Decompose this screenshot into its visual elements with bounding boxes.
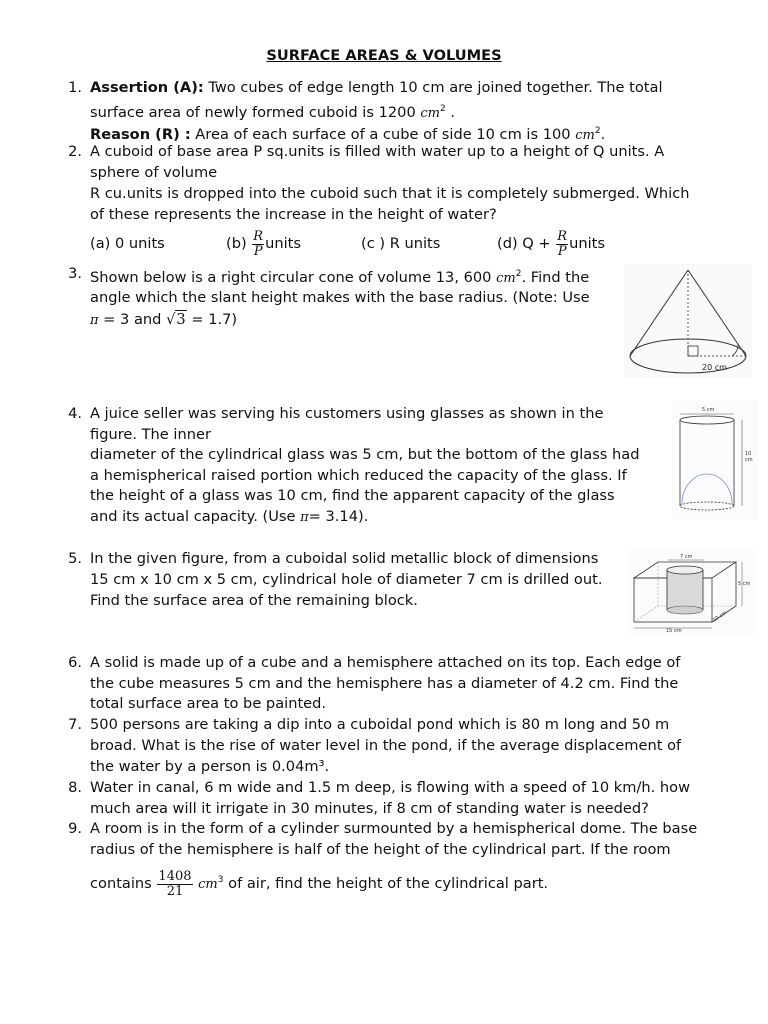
- pi-symbol: π: [300, 510, 309, 525]
- page-title: SURFACE AREAS & VOLUMES: [266, 47, 502, 64]
- q5-line: In the given figure, from a cuboidal solid metallic block of dimensions: [90, 550, 599, 567]
- question-number: 6.: [68, 654, 82, 671]
- block-length-label: 15 cm: [666, 628, 682, 634]
- q3-text: = 3 and: [98, 311, 167, 328]
- reason-label: Reason (R) :: [90, 126, 191, 143]
- q3-text: = 1.7): [186, 311, 238, 328]
- q8-line: much area will it irrigate in 30 minutes, if 8 cm of standing water is needed?: [90, 800, 649, 817]
- q7-line: the water by a person is 0.04m³.: [90, 758, 330, 775]
- block-height-label: 5 cm: [738, 581, 751, 587]
- radicand: 3: [176, 311, 186, 328]
- exponent: 2: [515, 269, 522, 279]
- block-width-label: 10 cm: [711, 609, 729, 624]
- option-unit: units: [265, 235, 301, 252]
- denominator: P: [557, 243, 567, 259]
- numerator: 1408: [158, 868, 192, 884]
- q1-line1: [90, 78, 663, 98]
- question-number: 3.: [68, 265, 82, 282]
- glass-height-label: 10: [745, 451, 752, 457]
- q4-line: figure. The inner: [90, 426, 211, 443]
- sqrt-sign: √: [166, 311, 176, 328]
- option-a: (a) 0 units: [90, 235, 165, 252]
- numerator: R: [253, 228, 264, 244]
- question-number: 9.: [68, 820, 82, 837]
- assertion-text: Two cubes of edge length 10 cm are joined together. The total: [203, 79, 663, 96]
- hole-diameter-label: 7 cm: [680, 554, 693, 560]
- glass-height-unit: cm: [745, 457, 753, 463]
- option-c: (c ) R units: [361, 235, 441, 252]
- exponent: 2: [594, 126, 601, 136]
- q9-line: A room is in the form of a cylinder surmounted by a hemispherical dome. The base: [90, 820, 698, 837]
- question-number: 1.: [68, 79, 82, 96]
- q2-line: A cuboid of base area P sq.units is filled with water up to a height of Q units. A: [90, 143, 665, 160]
- assertion-label: Assertion (A):: [90, 79, 204, 96]
- q2-line: R cu.units is dropped into the cuboid such that it is completely submerged. Which: [90, 185, 690, 202]
- q9-line: radius of the hemisphere is half of the height of the cylindrical part. If the room: [90, 841, 671, 858]
- q5-line: Find the surface area of the remaining block.: [90, 592, 418, 609]
- unit-cm: cm: [420, 106, 440, 121]
- q4-line: a hemispherical raised portion which reduced the capacity of the glass. If: [90, 467, 627, 484]
- cone-radius-label: 20 cm: [702, 363, 727, 372]
- exponent: 3: [217, 875, 224, 885]
- fraction: [252, 230, 264, 259]
- q4-line: diameter of the cylindrical glass was 5 cm, but the bottom of the glass had: [90, 446, 640, 463]
- question-number: 7.: [68, 716, 82, 733]
- pi-symbol: π: [90, 313, 99, 328]
- option-d: [497, 226, 605, 262]
- q4-line: A juice seller was serving his customers using glasses as shown in the: [90, 405, 604, 422]
- punct: .: [445, 104, 455, 121]
- q3-line3: [90, 310, 237, 331]
- option-unit: units: [569, 235, 605, 252]
- denominator: 21: [166, 883, 184, 899]
- question-number: 4.: [68, 405, 82, 422]
- glass-figure: [672, 400, 758, 520]
- q7-line: broad. What is the rise of water level in the pond, if the average displacement of: [90, 737, 682, 754]
- unit-cm: cm: [575, 128, 595, 143]
- numerator: R: [557, 228, 568, 244]
- q3-text: Shown below is a right circular cone of volume 13, 600: [90, 269, 497, 286]
- q3-line1: [90, 264, 589, 289]
- question-number: 2.: [68, 143, 82, 160]
- assertion-text-2: surface area of newly formed cuboid is 1200: [90, 104, 421, 121]
- q4-text: and its actual capacity. (Use: [90, 508, 301, 525]
- question-number: 8.: [68, 779, 82, 796]
- glass-diameter-label: 5 cm: [702, 407, 715, 413]
- fraction: [556, 230, 568, 259]
- denominator: P: [253, 243, 263, 259]
- q6-line: the cube measures 5 cm and the hemisphere has a diameter of 4.2 cm. Find the: [90, 675, 679, 692]
- unit-cm: cm: [496, 271, 516, 286]
- q7-line: 500 persons are taking a dip into a cuboidal pond which is 80 m long and 50 m: [90, 716, 670, 733]
- unit-cm: cm: [198, 877, 218, 892]
- punct: .: [600, 126, 606, 143]
- q3-text: . Find the: [521, 269, 590, 286]
- q8-line: Water in canal, 6 m wide and 1.5 m deep, is flowing with a speed of 10 km/h. how: [90, 779, 691, 796]
- q2-line: sphere of volume: [90, 164, 218, 181]
- q4-line-last: [90, 507, 368, 528]
- block-figure: [628, 548, 756, 634]
- q6-line: total surface area to be painted.: [90, 695, 327, 712]
- q2-line: of these represents the increase in the height of water?: [90, 206, 497, 223]
- exponent: 2: [439, 104, 446, 114]
- q9-line-last: [90, 862, 548, 903]
- q5-line: 15 cm x 10 cm x 5 cm, cylindrical hole of diameter 7 cm is drilled out.: [90, 571, 603, 588]
- q3-line2: angle which the slant height makes with the base radius. (Note: Use: [90, 289, 590, 306]
- q9-text: contains: [90, 875, 157, 892]
- reason-text: Area of each surface of a cube of side 10 cm is 100: [190, 126, 576, 143]
- option-label: (d) Q +: [497, 235, 556, 252]
- option-label: (b): [226, 235, 252, 252]
- option-b: [226, 226, 301, 262]
- q4-line: the height of a glass was 10 cm, find the apparent capacity of the glass: [90, 487, 615, 504]
- q4-text: = 3.14).: [308, 508, 369, 525]
- fraction: [157, 870, 192, 899]
- sqrt-expression: [166, 310, 187, 328]
- q9-text: of air, find the height of the cylindrical part.: [223, 875, 549, 892]
- cone-figure: [624, 264, 752, 378]
- question-number: 5.: [68, 550, 82, 567]
- q6-line: A solid is made up of a cube and a hemisphere attached on its top. Each edge of: [90, 654, 681, 671]
